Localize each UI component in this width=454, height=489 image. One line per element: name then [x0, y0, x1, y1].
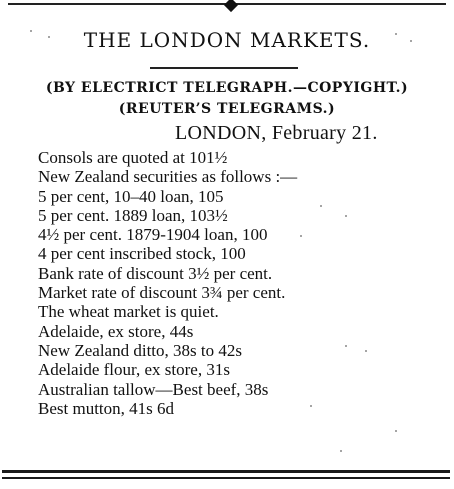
print-speck	[365, 350, 367, 352]
print-speck	[395, 430, 397, 432]
section-divider	[150, 67, 298, 69]
dateline: LONDON, February 21.	[175, 122, 378, 144]
print-speck	[410, 40, 412, 42]
bottom-rule	[2, 477, 450, 479]
list-item: Market rate of discount 3¾ per cent.	[38, 283, 286, 303]
print-speck	[340, 450, 342, 452]
list-item: New Zealand securities as follows :—	[38, 167, 298, 187]
list-item: 5 per cent, 10–40 loan, 105	[38, 186, 224, 206]
print-speck	[30, 30, 32, 32]
list-item: 4 per cent inscribed stock, 100	[38, 244, 246, 264]
list-item: Consols are quoted at 101½	[38, 148, 228, 167]
list-item: 5 per cent. 1889 loan, 103½	[38, 205, 228, 225]
list-item: 4½ per cent. 1879-1904 loan, 100	[38, 225, 268, 245]
print-speck	[345, 345, 347, 347]
top-ornament-icon	[224, 0, 238, 12]
agency-line: (REUTER’S TELEGRAMS.)	[118, 101, 336, 117]
list-item: Best mutton, 41s 6d	[38, 398, 175, 418]
list-item: Adelaide flour, ex store, 31s	[38, 360, 230, 380]
list-item: Bank rate of discount 3½ per cent.	[38, 263, 273, 283]
list-item: Australian tallow—Best beef, 38s	[38, 379, 269, 399]
market-report-list	[38, 148, 448, 418]
print-speck	[395, 33, 397, 35]
list-item: New Zealand ditto, 38s to 42s	[38, 340, 242, 360]
print-speck	[310, 405, 312, 407]
bottom-rule	[2, 470, 450, 473]
list-item: Adelaide, ex store, 44s	[38, 321, 194, 341]
source-line: (BY ELECTRICT TELEGRAPH.—COPYIGHT.)	[45, 80, 409, 96]
list-item: The wheat market is quiet.	[38, 302, 219, 322]
headline: THE LONDON MARKETS.	[83, 28, 371, 52]
print-speck	[300, 235, 302, 237]
print-speck	[320, 205, 322, 207]
print-speck	[48, 36, 50, 38]
print-speck	[345, 215, 347, 217]
